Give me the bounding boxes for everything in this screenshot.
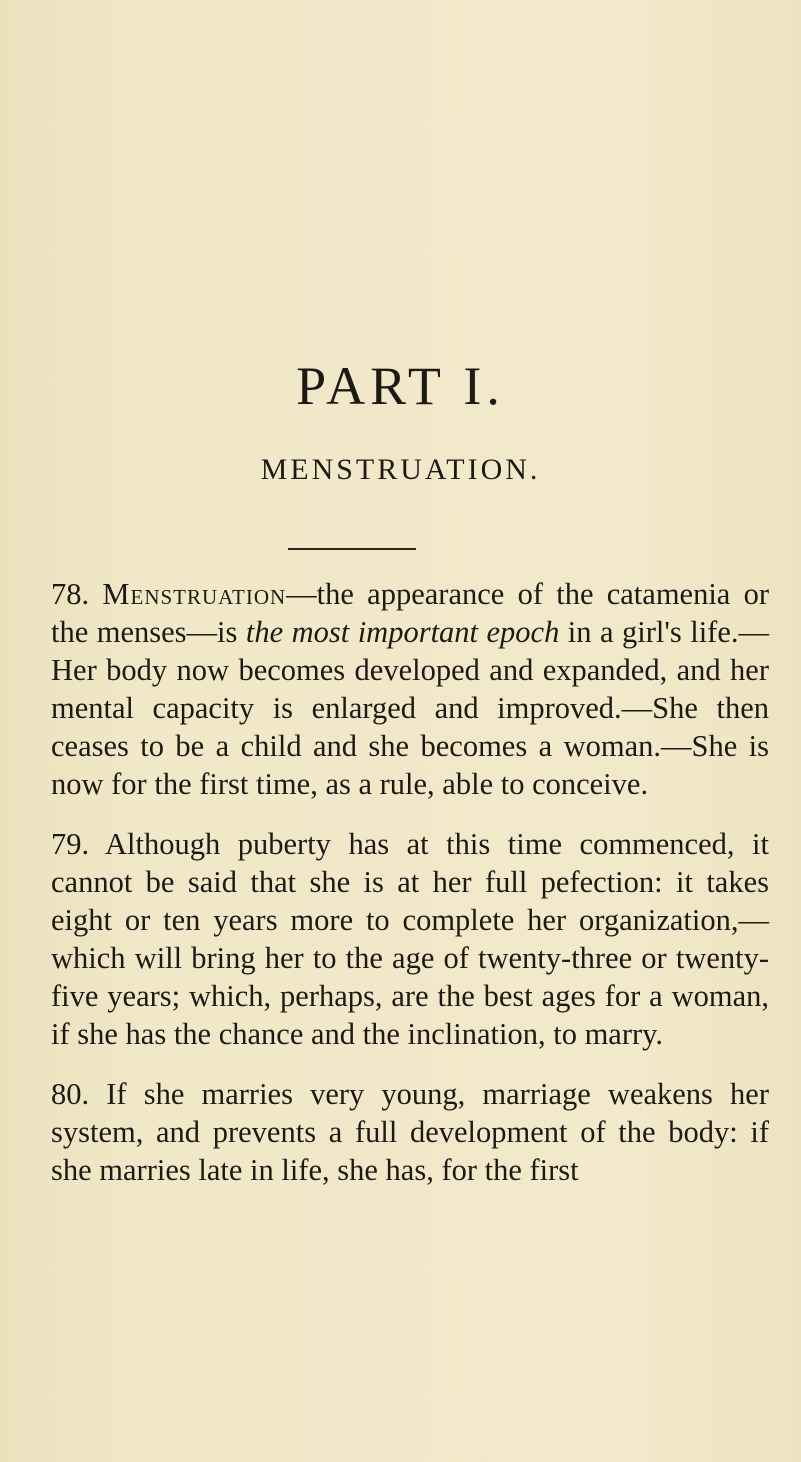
emphasis-text: the most important epoch xyxy=(245,615,560,649)
paragraph-79 xyxy=(51,825,769,1053)
section-title: MENSTRUATION. xyxy=(260,453,541,486)
divider-rule xyxy=(288,548,416,550)
paragraph-number: 79. xyxy=(51,827,90,861)
paragraph-text: Although puberty has at this time commenced, it cannot be said that she is at her full pefection: it takes eight or ten years more to complete her organization,—which will bring her to the age of twenty-three or twenty-five years; which, perhaps, are the best ages for a woman, if she has the chance and the inclination, to marry. xyxy=(51,827,769,1051)
part-title: PART I. xyxy=(296,356,505,416)
body-text xyxy=(51,575,769,1189)
paragraph-text: in a girl's life.—Her body now becomes developed and expanded, and her mental capacity is enlarged and improved.—She then ceases to be a child and she becomes a woman.—She is now for the first time, as a rule, able to conceive. xyxy=(51,615,769,801)
paragraph-80 xyxy=(51,1075,769,1189)
paragraph-text: If she marries very young, marriage weakens her system, and prevents a full development of the body: if she marries late in life, she has, for the first xyxy=(51,1077,770,1187)
paragraph-lead-term: Menstruation xyxy=(102,577,287,611)
paragraph-text: —the appearance of the catamenia or the menses—is xyxy=(51,577,769,649)
paragraph-78 xyxy=(51,575,769,803)
paragraph-number: 80. xyxy=(51,1077,90,1111)
paragraph-number: 78. xyxy=(51,577,90,611)
